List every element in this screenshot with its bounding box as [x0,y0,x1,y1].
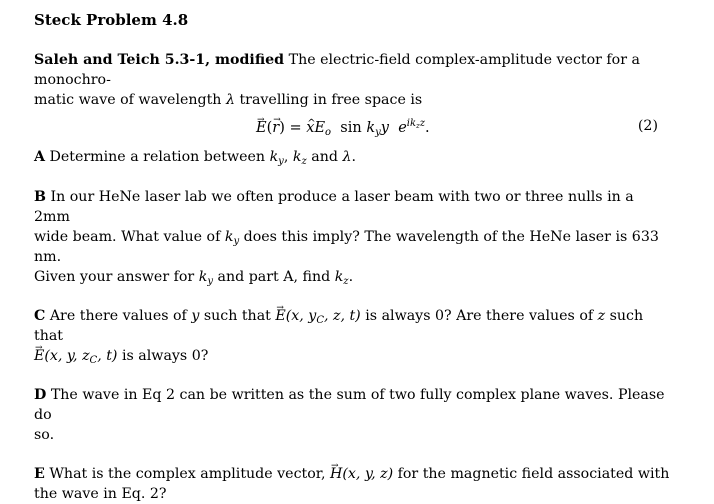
intro-text-2: matic wave of wavelength [34,92,222,108]
eq-E0: E [314,120,326,136]
equation: → E(→ r) = ^ $xE_o$ $\sin k_yy$ $e^{ik_zz}$. [256,118,430,138]
part-e [34,464,674,504]
part-c-line1-mid: such that [203,308,271,324]
eq-exp-sub: z [416,122,420,130]
part-b-line3-mid: and part A, find [217,269,331,285]
intro-paragraph [34,50,674,110]
part-c [34,306,674,366]
part-a-k2: k [292,149,302,165]
part-c-args2-post: , t) [97,348,118,364]
intro-lambda: λ [225,92,235,108]
part-a-and: and [311,149,338,165]
part-a-text: Determine a relation between [49,149,266,165]
intro-lead: Saleh and Teich 5.3-1, modified [34,52,285,68]
part-c-line1-pre: Are there values of [49,308,187,324]
part-a-lambda: λ [342,149,352,165]
part-b-line2-pre: wide beam. What value of [34,229,221,245]
part-b-k: k [224,229,234,245]
problem-page [34,8,674,504]
eq-exp-ik: ik [406,118,417,129]
part-c-z: z [597,308,606,324]
eq-y: y [380,120,389,136]
part-b-ky-sub: y [233,236,240,247]
eq-k: k [366,120,376,136]
part-e-args: (x, y, z) [342,466,394,482]
part-c-y: y [191,308,200,324]
part-a: A Determine a relation between $k_y$, $k_z$ and λ. [34,149,356,167]
part-e-line2: the wave in Eq. 2? [34,486,167,502]
part-c-label: C [34,308,46,324]
part-c-args1-post: , z, t) [323,308,361,324]
eq-exp-z: z [419,118,426,129]
eq-exponent [407,118,425,129]
part-c-args2: (x, y, z [44,348,90,364]
part-d-line2: so. [34,427,55,443]
part-b: B In our HeNe laser lab we often produce a laser beam with two or three nulls in a 2mm wide beam. What value of $k_y$ does this imply? The wavelength of the HeNe laser is 633 nm. Given your answer for $k_y$ and part A, find $k_z$. [34,189,659,287]
eq-r-vector: → r [272,120,279,136]
part-d-line1: The wave in Eq 2 can be written as the sum of two fully complex plane waves. Please do [34,387,665,423]
part-b-k3: k [334,269,344,285]
part-b-line1: In our HeNe laser lab we often produce a laser beam with two or three nulls in a 2mm [34,189,634,225]
part-e-line1-post: for the magnetic field associated with [397,466,670,482]
part-b-k2: k [198,269,208,285]
eq-E0-sub: o [325,127,332,138]
part-c-yc-sub: C [316,315,324,326]
equation-row [34,116,674,148]
problem-title: Steck Problem 4.8 [34,11,189,29]
part-b-label: B [34,189,46,205]
part-e-H-vector: → H [330,466,342,482]
part-b-kz-sub: z [343,276,349,287]
part-e-label: E [34,466,45,482]
part-e-line1-pre: What is the complex amplitude vector, [49,466,326,482]
part-a-k1: k [269,149,279,165]
part-a-ky-sub: y [278,156,284,167]
part-c-line2-post: is always 0? [121,348,209,364]
eq-sin: sin [340,120,362,136]
intro-text-3: travelling in free space is [239,92,423,108]
eq-ky-sub: y [375,127,381,138]
part-a-label: A [34,149,46,165]
intro-text-1: The electric-field complex-amplitude vector for a monochro- [34,52,640,88]
part-c-line1-end: such that [34,308,644,344]
eq-x-hat: ^ x [306,120,314,136]
part-c-E-vector2: → E [34,348,44,364]
part-c-zc-sub: C [89,355,98,366]
part-d-label: D [34,387,47,403]
part-b-ky-sub2: y [207,276,213,287]
part-b-line2-post: does this imply? The wavelength of the HeNe laser is 633 nm. [34,229,659,265]
part-d [34,385,674,445]
part-c-E-vector: → E [275,308,285,324]
equation-number: (2) [637,118,658,134]
eq-equals: = [284,120,307,136]
eq-e: e [398,120,407,136]
eq-E-vector: → E [256,120,267,136]
part-b-line3-pre: Given your answer for [34,269,195,285]
part-c-args1: (x, y [285,308,317,324]
part-a-kz-sub: z [301,156,307,167]
part-c-line1-post: is always 0? Are there values of [365,308,594,324]
